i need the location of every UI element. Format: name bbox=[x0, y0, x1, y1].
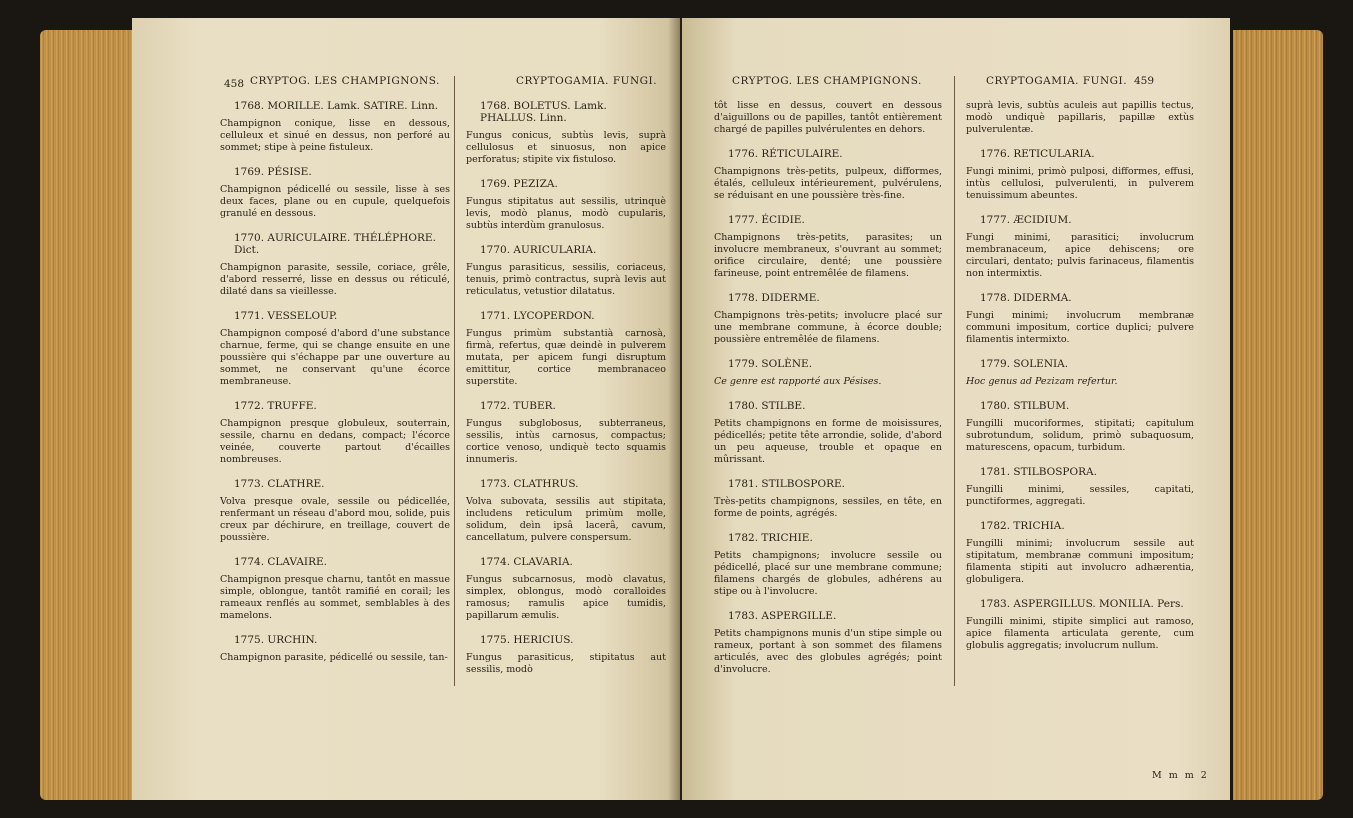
left-page bbox=[132, 18, 680, 800]
entry-description: Petits champignons en forme de moisissures, pédicellés; petite tête arrondie, solide, d'abord un peu aqueuse, trouble et opaque en mûrissant. bbox=[714, 418, 942, 465]
entry bbox=[466, 310, 666, 388]
entry-title: 1775. HERICIUS. bbox=[480, 634, 574, 646]
entry-title: 1768. MORILLE. Lamk. SATIRE. Linn. bbox=[234, 100, 439, 112]
entry-title: 1768. BOLETUS. Lamk. PHALLUS. Linn. bbox=[480, 100, 607, 124]
entries bbox=[466, 100, 666, 688]
column-rule bbox=[954, 76, 955, 686]
entry-title: 1783. ASPERGILLE. bbox=[728, 610, 837, 622]
entry-description: Champignons très-petits; involucre placé sur une membrane commune, à écorce double; poussière entremêlée de filamens. bbox=[714, 310, 942, 345]
entry-description: Fungus subglobosus, subterraneus, sessilis, intùs carnosus, compactus; cortice venoso, undiquè tecto squamis innumeris. bbox=[466, 418, 666, 465]
entry bbox=[466, 556, 666, 622]
entry-title: 1773. CLATHRE. bbox=[234, 478, 325, 490]
entry bbox=[966, 214, 1194, 280]
entry-description: Hoc genus ad Pezizam refertur. bbox=[966, 376, 1118, 387]
entry-description: Champignons très-petits, pulpeux, difformes, étalés, celluleux intérieurement, pulvérulens, se réduisant en une poussière très-fine. bbox=[714, 166, 942, 201]
entry-title: 1779. SOLÈNE. bbox=[728, 358, 813, 370]
entry-description: Fungilli minimi, sessiles, capitati, punctiformes, aggregati. bbox=[966, 484, 1194, 507]
entry-title: 1780. STILBE. bbox=[728, 400, 806, 412]
entry-description: Fungus parasiticus, stipitatus aut sessilis, modò bbox=[466, 652, 666, 675]
entry-description: Petits champignons; involucre sessile ou pédicellé, placé sur une membrane commune; filamens chargés de globules, adhérens au stipe ou à l'involucre. bbox=[714, 550, 942, 597]
entry-title: 1772. TUBER. bbox=[480, 400, 556, 412]
entry-title: 1771. LYCOPERDON. bbox=[480, 310, 595, 322]
running-header: CRYPTOGAMIA. FUNGI. bbox=[516, 75, 658, 87]
entries bbox=[220, 100, 450, 676]
entry-title: 1783. ASPERGILLUS. MONILIA. Pers. bbox=[980, 598, 1184, 610]
entry-description: Très-petits champignons, sessiles, en tête, en forme de points, agrégés. bbox=[714, 496, 942, 519]
column-rule bbox=[454, 76, 455, 686]
entry-title: 1782. TRICHIE. bbox=[728, 532, 813, 544]
entry bbox=[966, 466, 1194, 508]
entry-description: Champignon conique, lisse en dessous, celluleux et sinué en dessus, non perforé au sommet; stipe à peine fistuleux. bbox=[220, 118, 450, 153]
entry-description: Fungus conicus, subtùs levis, suprà cellulosus et sinuosus, non apice perforatus; stipite vix fistuloso. bbox=[466, 130, 666, 165]
entry-description: Champignon parasite, sessile, coriace, grêle, d'abord resserré, lisse en dessus ou réticulé, dilaté dans sa vieillesse. bbox=[220, 262, 450, 297]
entry-title: 1778. DIDERMA. bbox=[980, 292, 1072, 304]
entry-description: Champignon presque globuleux, souterrain, sessile, charnu en dedans, compact; l'écorce veinée, couverte partout d'écailles nombreuses. bbox=[220, 418, 450, 465]
entry bbox=[714, 292, 942, 346]
entry-description: Fungilli mucoriformes, stipitati; capitulum subrotundum, solidum, primò subaquosum, maturescens, opacum, turbidum. bbox=[966, 418, 1194, 453]
entry bbox=[220, 232, 450, 298]
entry-description: Petits champignons munis d'un stipe simple ou rameux, portant à son sommet des filamens articulés, avec des globules agrégés; point d'involucre. bbox=[714, 628, 942, 675]
page-number-left: 458 bbox=[224, 78, 245, 90]
entry bbox=[714, 100, 942, 136]
entry bbox=[466, 178, 666, 232]
entry-title: 1782. TRICHIA. bbox=[980, 520, 1065, 532]
entry-title: 1777. ÆCIDIUM. bbox=[980, 214, 1072, 226]
entry-description: suprà levis, subtùs aculeis aut papillis tectus, modò undiquè papillaris, papillæ extùs pulverulentæ. bbox=[966, 100, 1194, 135]
entry bbox=[220, 556, 450, 622]
entry-description: Fungilli minimi; involucrum sessile aut stipitatum, membranæ communi impositum; filamenta stipiti aut involucro adhærentia, globuligera. bbox=[966, 538, 1194, 585]
entry-description: Fungilli minimi, stipite simplici aut ramoso, apice filamenta articulata gerente, cum globulis aggregatis; involucrum nullum. bbox=[966, 616, 1194, 651]
entry-title: 1779. SOLENIA. bbox=[980, 358, 1069, 370]
page-number-right: 459 bbox=[1134, 75, 1155, 87]
entry-description: Champignons très-petits, parasites; un involucre membraneux, s'ouvrant au sommet; orifice circulaire, denté; une poussière farineuse, point entremêlée de filamens. bbox=[714, 232, 942, 279]
right-page-edges bbox=[1233, 30, 1323, 800]
entry-title: 1778. DIDERME. bbox=[728, 292, 820, 304]
entry bbox=[714, 532, 942, 598]
entry-title: 1776. RÉTICULAIRE. bbox=[728, 148, 843, 160]
entry bbox=[220, 100, 450, 154]
entry-description: Fungus primùm substantià carnosà, firmà, refertus, quæ deindè in pulverem mutata, per apicem fungi disruptum emittitur, cortice membranaceo superstite. bbox=[466, 328, 666, 387]
entry-title: 1769. PEZIZA. bbox=[480, 178, 558, 190]
entry bbox=[714, 358, 942, 388]
entries bbox=[714, 100, 942, 688]
entry bbox=[966, 148, 1194, 202]
entry-title: 1770. AURICULARIA. bbox=[480, 244, 597, 256]
entry bbox=[714, 478, 942, 520]
entry bbox=[220, 400, 450, 466]
entry bbox=[220, 310, 450, 388]
right-page bbox=[682, 18, 1230, 800]
running-header: CRYPTOG. LES CHAMPIGNONS. bbox=[250, 75, 440, 87]
entry bbox=[966, 292, 1194, 346]
entry-title: 1776. RETICULARIA. bbox=[980, 148, 1095, 160]
entry-description: Champignon composé d'abord d'une substance charnue, ferme, qui se change ensuite en une poussière qui s'échappe par une ouverture au sommet, ne conservant qu'une écorce membraneuse. bbox=[220, 328, 450, 387]
entry bbox=[466, 100, 666, 166]
entry-description: Fungus subcarnosus, modò clavatus, simplex, oblongus, modò coralloides ramosus; ramulis apice tumidis, papillarum æmulis. bbox=[466, 574, 666, 621]
entry-description: Fungi minimi; involucrum membranæ communi impositum, cortice duplici; pulvere filamentis intermixto. bbox=[966, 310, 1194, 345]
entry bbox=[966, 400, 1194, 454]
entry bbox=[466, 478, 666, 544]
entry bbox=[714, 400, 942, 466]
entry bbox=[966, 598, 1194, 652]
entry-description: Champignon presque charnu, tantôt en massue simple, oblongue, tantôt ramifié en corail; les rameaux renflés au sommet, semblables à des mamelons. bbox=[220, 574, 450, 621]
entry-title: 1773. CLATHRUS. bbox=[480, 478, 579, 490]
entry bbox=[220, 166, 450, 220]
entry-description: Champignon parasite, pédicellé ou sessile, tan- bbox=[220, 652, 448, 663]
running-header: CRYPTOG. LES CHAMPIGNONS. bbox=[732, 75, 922, 87]
entry bbox=[966, 358, 1194, 388]
entry-description: Fungus stipitatus aut sessilis, utrinquè levis, modò planus, modò cupularis, subtùs interdùm granulosus. bbox=[466, 196, 666, 231]
entry-title: 1775. URCHIN. bbox=[234, 634, 318, 646]
entry bbox=[966, 520, 1194, 586]
entry-title: 1771. VESSELOUP. bbox=[234, 310, 338, 322]
entry-title: 1780. STILBUM. bbox=[980, 400, 1070, 412]
entry-title: 1774. CLAVARIA. bbox=[480, 556, 573, 568]
entry-description: Fungi minimi, primò pulposi, difformes, effusi, intùs cellulosi, pulverulenti, in pulverem tenuissimum abeuntes. bbox=[966, 166, 1194, 201]
entry bbox=[714, 214, 942, 280]
entry-title: 1781. STILBOSPORA. bbox=[980, 466, 1097, 478]
entry bbox=[714, 610, 942, 676]
signature-mark: M m m 2 bbox=[1152, 770, 1209, 781]
entry-description: tôt lisse en dessus, couvert en dessous d'aiguillons ou de papilles, tantôt entièrement chargé de papilles pulvérulentes en dehors. bbox=[714, 100, 942, 135]
entry bbox=[714, 148, 942, 202]
entry-title: 1769. PÉSISE. bbox=[234, 166, 312, 178]
entry bbox=[966, 100, 1194, 136]
entry-title: 1777. ÉCIDIE. bbox=[728, 214, 805, 226]
left-page-edges bbox=[40, 30, 135, 800]
entry bbox=[466, 244, 666, 298]
entry-title: 1770. AURICULAIRE. THÉLÉPHORE. Dict. bbox=[234, 232, 436, 256]
entry bbox=[220, 478, 450, 544]
entry-description: Champignon pédicellé ou sessile, lisse à ses deux faces, plane ou en cupule, quelquefois granulé en dessous. bbox=[220, 184, 450, 219]
entry bbox=[220, 634, 450, 664]
entry-title: 1781. STILBOSPORE. bbox=[728, 478, 846, 490]
entry-description: Ce genre est rapporté aux Pésises. bbox=[714, 376, 882, 387]
running-header: CRYPTOGAMIA. FUNGI. bbox=[986, 75, 1128, 87]
entry bbox=[466, 400, 666, 466]
entry bbox=[466, 634, 666, 676]
entry-description: Volva subovata, sessilis aut stipitata, includens reticulum primùm molle, solidum, deìn ipsâ lacerâ, cavum, cancellatum, pulvere conspersum. bbox=[466, 496, 666, 543]
entries bbox=[966, 100, 1194, 664]
entry-description: Volva presque ovale, sessile ou pédicellée, renfermant un réseau d'abord mou, solide, puis creux par déchirure, en treillage, couvert de poussière. bbox=[220, 496, 450, 543]
entry-description: Fungi minimi, parasitici; involucrum membranaceum, apice dehiscens; ore circulari, dentato; pulvis farinaceus, filamentis non intermixtis. bbox=[966, 232, 1194, 279]
entry-description: Fungus parasiticus, sessilis, coriaceus, tenuis, primò contractus, suprà levis aut reticulatus, vetustior dilatatus. bbox=[466, 262, 666, 297]
entry-title: 1772. TRUFFE. bbox=[234, 400, 317, 412]
entry-title: 1774. CLAVAIRE. bbox=[234, 556, 327, 568]
